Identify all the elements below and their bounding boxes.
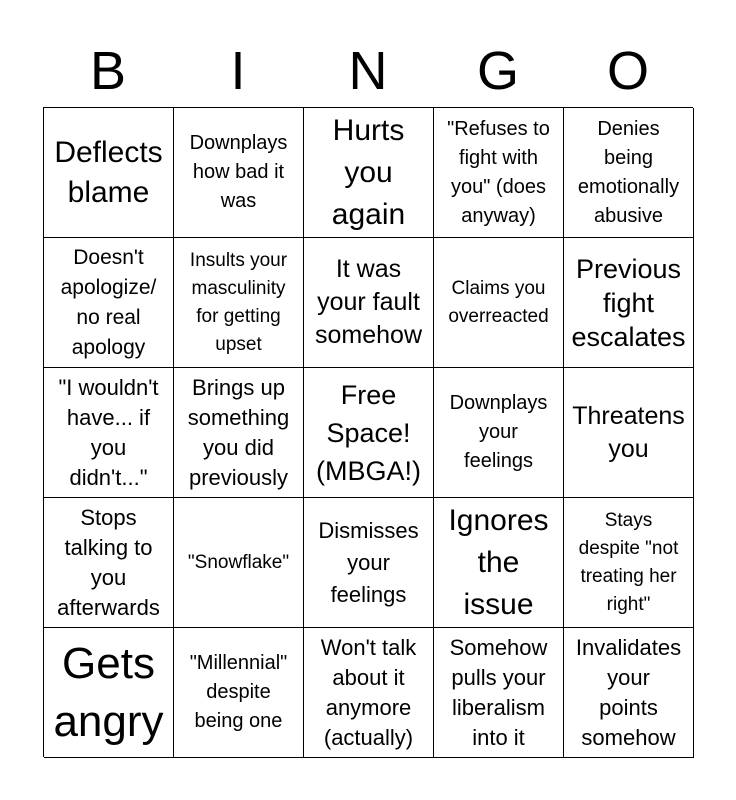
bingo-cell-r2-c5[interactable] xyxy=(564,238,694,368)
bingo-cell-r2-c3[interactable] xyxy=(304,238,434,368)
bingo-cell-r2-c4[interactable] xyxy=(434,238,564,368)
cell-text: Gets angry xyxy=(53,638,164,746)
bingo-cell-r3-c2[interactable] xyxy=(174,368,304,498)
cell-text: "Millennial" despite being one xyxy=(189,652,288,732)
header-letter-b: B xyxy=(89,41,127,101)
cell-text: Dismisses your feelings xyxy=(318,517,419,607)
bingo-cell-r5-c3[interactable] xyxy=(304,628,434,758)
cell-text: Previous fight escalates xyxy=(571,253,686,352)
cell-text: "Snowflake" xyxy=(187,551,290,573)
cell-text: Free Space! (MBGA!) xyxy=(316,379,421,486)
header-letter-n: N xyxy=(348,41,388,101)
cell-text: Downplays how bad it was xyxy=(189,132,288,212)
cell-text: Won't talk about it anymore (actually) xyxy=(320,634,417,750)
bingo-cell-r4-c1[interactable] xyxy=(44,498,174,628)
cell-text: It was your fault somehow xyxy=(315,255,422,349)
bingo-cell-r1-c1[interactable] xyxy=(44,108,174,238)
cell-text: Stays despite "not treating her right" xyxy=(578,509,679,615)
cell-text: Deflects blame xyxy=(54,135,163,209)
bingo-cell-r4-c3[interactable] xyxy=(304,498,434,628)
cell-text: Invalidates your points somehow xyxy=(575,634,682,750)
cell-text: Claims you overreacted xyxy=(448,277,549,327)
bingo-cell-r3-c5[interactable] xyxy=(564,368,694,498)
bingo-cell-r5-c1[interactable] xyxy=(44,628,174,758)
cell-text: "Refuses to fight with you" (does anyway) xyxy=(447,117,550,227)
bingo-cell-r3-c4[interactable] xyxy=(434,368,564,498)
bingo-cell-r4-c4[interactable] xyxy=(434,498,564,628)
cell-text: Stops talking to you afterwards xyxy=(57,504,160,620)
cell-text: Downplays your feelings xyxy=(449,392,548,472)
cell-text: Denies being emotionally abusive xyxy=(577,117,680,227)
bingo-cell-r5-c5[interactable] xyxy=(564,628,694,758)
header-letter-g: G xyxy=(476,41,519,101)
bingo-header xyxy=(43,36,693,106)
bingo-cell-r3-c3[interactable] xyxy=(304,368,434,498)
bingo-cell-r1-c4[interactable] xyxy=(434,108,564,238)
bingo-cell-r1-c5[interactable] xyxy=(564,108,694,238)
bingo-cell-r2-c2[interactable] xyxy=(174,238,304,368)
bingo-cell-r5-c2[interactable] xyxy=(174,628,304,758)
bingo-board xyxy=(43,107,693,757)
cell-text: Doesn't apologize/ no real apology xyxy=(60,245,157,359)
bingo-cell-r3-c1[interactable] xyxy=(44,368,174,498)
bingo-cell-r1-c2[interactable] xyxy=(174,108,304,238)
header-letter-i: I xyxy=(230,41,246,101)
cell-text: Brings up something you did previously xyxy=(187,374,290,490)
cell-text: Insults your masculinity for getting upset xyxy=(189,249,288,355)
bingo-cell-r2-c1[interactable] xyxy=(44,238,174,368)
cell-text: Hurts you again xyxy=(331,113,406,231)
cell-text: Somehow pulls your liberalism into it xyxy=(449,634,548,750)
bingo-cell-r4-c5[interactable] xyxy=(564,498,694,628)
bingo-cell-r5-c4[interactable] xyxy=(434,628,564,758)
cell-text: "I wouldn't have... if you didn't..." xyxy=(58,374,159,490)
bingo-cell-r4-c2[interactable] xyxy=(174,498,304,628)
cell-text: Threatens you xyxy=(572,401,685,463)
header-letter-o: O xyxy=(606,41,649,101)
cell-text: Ignores the issue xyxy=(448,503,549,621)
bingo-cell-r1-c3[interactable] xyxy=(304,108,434,238)
